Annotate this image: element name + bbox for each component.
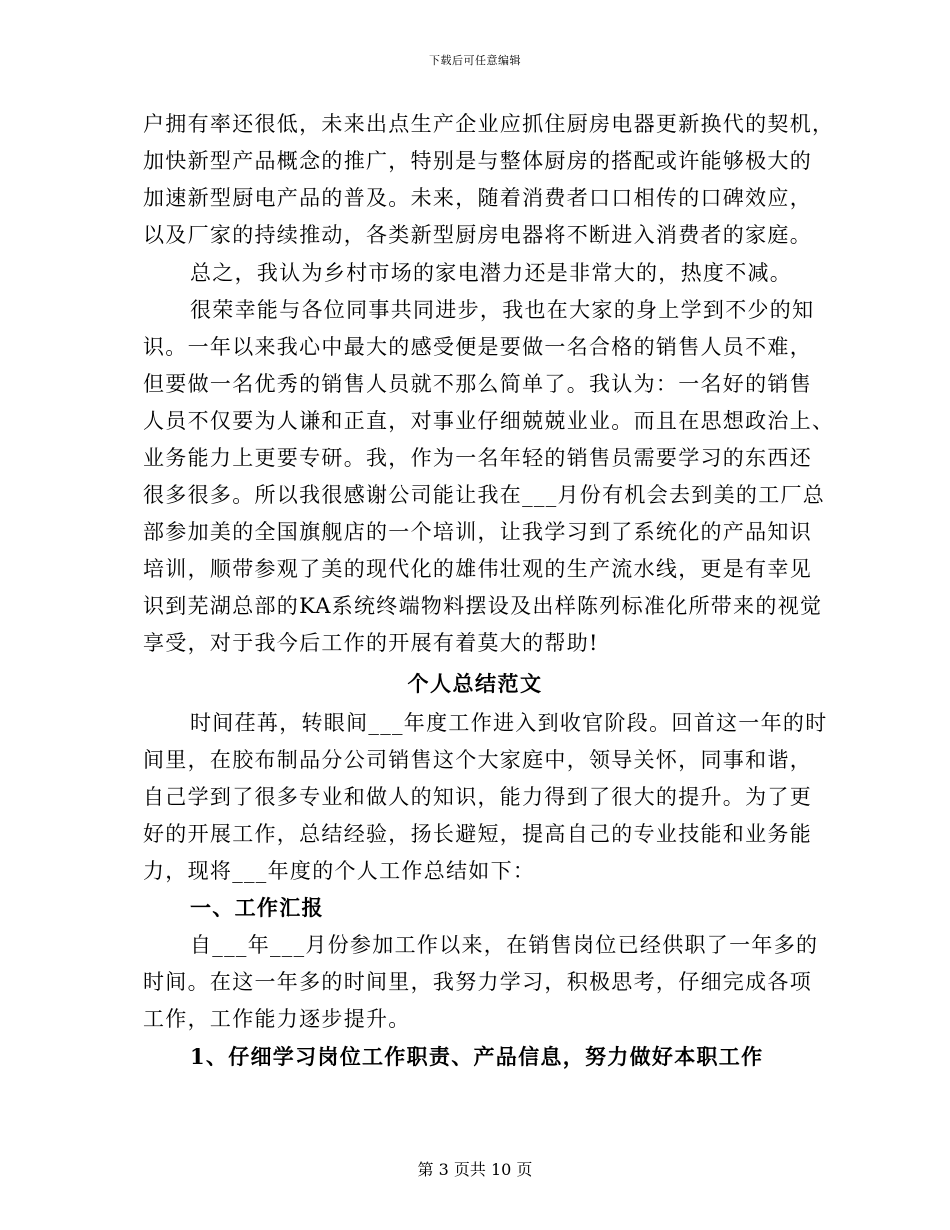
paragraph-line: 加快新型产品概念的推广，特别是与整体厨房的搭配或许能够极大的: [143, 149, 812, 173]
paragraph-line: 自___年___月份参加工作以来，在销售岗位已经供职了一年多的: [190, 933, 819, 957]
page-header-note: 下载后可任意编辑: [429, 54, 521, 67]
paragraph-line: 以及厂家的持续推动，各类新型厨房电器将不断进入消费者的家庭。: [143, 223, 812, 247]
paragraph-line: 总之，我认为乡村市场的家电潜力还是非常大的，热度不减。: [190, 261, 793, 285]
paragraph-line: 识。一年以来我心中最大的感受便是要做一名合格的销售人员不难，: [143, 335, 812, 359]
paragraph-line: 好的开展工作，总结经验，扬长避短，提高自己的专业技能和业务能: [143, 822, 812, 846]
paragraph-line: 业务能力上更要专研。我，作为一名年轻的销售员需要学习的东西还: [143, 446, 812, 470]
paragraph-line: 工作，工作能力逐步提升。: [143, 1007, 411, 1031]
paragraph-line: 时间荏苒，转眼间___年度工作进入到收官阶段。回首这一年的时: [190, 711, 828, 735]
subsection-heading: 1、仔细学习岗位工作职责、产品信息，努力做好本职工作: [190, 1044, 764, 1069]
paragraph-line: 很荣幸能与各位同事共同进步，我也在大家的身上学到不少的知: [190, 298, 815, 322]
paragraph-line: 时间。在这一年多的时间里，我努力学习，积极思考，仔细完成各项: [143, 970, 812, 994]
subsection-heading: 一、工作汇报: [190, 895, 324, 920]
paragraph-line: 自己学到了很多专业和做人的知识，能力得到了很大的提升。为了更: [143, 785, 812, 809]
page-number: 第 3 页共 10 页: [417, 1160, 533, 1179]
section-title: 个人总结范文: [407, 671, 543, 696]
paragraph-line: 很多很多。所以我很感谢公司能让我在___月份有机会去到美的工厂总: [143, 483, 826, 507]
paragraph-line: 间里，在胶布制品分公司销售这个大家庭中，领导关怀，同事和谐，: [143, 748, 812, 772]
paragraph-line: 享受，对于我今后工作的开展有着莫大的帮助!: [143, 631, 599, 655]
paragraph-line: 但要做一名优秀的销售人员就不那么简单了。我认为：一名好的销售: [143, 372, 812, 396]
paragraph-line: 部参加美的全国旗舰店的一个培训，让我学习到了系统化的产品知识: [143, 520, 812, 544]
paragraph-line: 培训，顺带参观了美的现代化的雄伟壮观的生产流水线，更是有幸见: [143, 557, 812, 581]
paragraph-line: 加速新型厨电产品的普及。未来，随着消费者口口相传的口碑效应，: [143, 186, 812, 210]
paragraph-line: 户拥有率还很低，未来出点生产企业应抓住厨房电器更新换代的契机，: [143, 112, 835, 136]
paragraph-line: 人员不仅要为人谦和正直，对事业仔细兢兢业业。而且在思想政治上、: [143, 409, 835, 433]
paragraph-line: 力，现将___年度的个人工作总结如下：: [143, 859, 536, 883]
paragraph-line: 识到芜湖总部的KA系统终端物料摆设及出样陈列标准化所带来的视觉: [143, 594, 823, 618]
